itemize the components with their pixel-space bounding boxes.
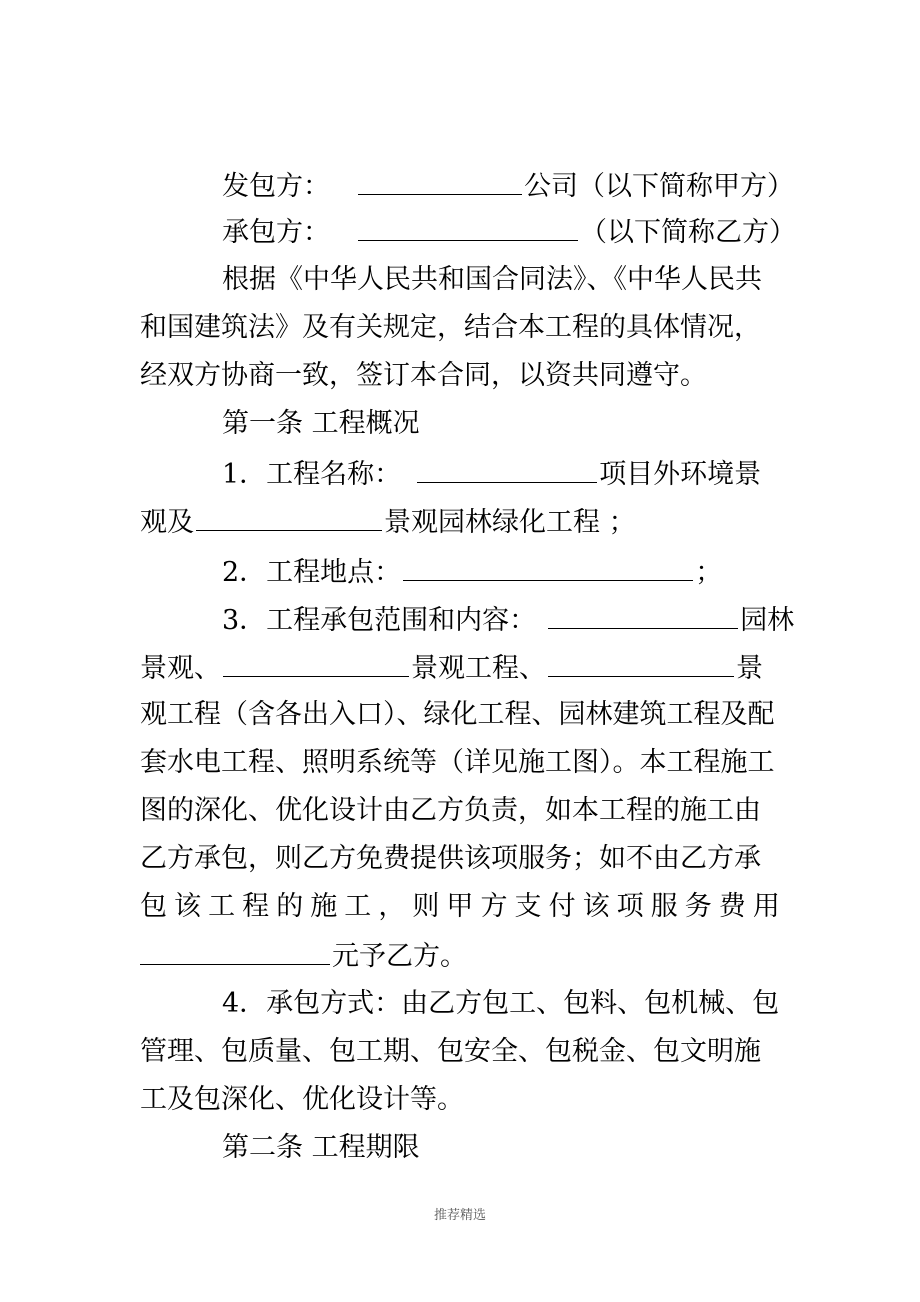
article-2-heading: 第二条 工程期限 <box>222 1132 420 1163</box>
scope-tail-1: 园林 <box>740 605 795 636</box>
char: 包 <box>140 891 167 922</box>
scope-cont-1: 景观、 <box>140 653 221 684</box>
party-a-blank <box>358 164 522 195</box>
party-b-line <box>0 210 920 252</box>
scope-line-2 <box>0 646 920 688</box>
project-name-line <box>0 452 920 494</box>
contract-mode-line-2: 管理、包质量、包工期、包安全、包税金、包文明施 <box>140 1036 761 1067</box>
project-name-line-2 <box>0 500 920 542</box>
preamble-line-3: 经双方协商一致，签订本合同，以资共同遵守。 <box>140 360 707 391</box>
article-1-heading: 第一条 工程概况 <box>222 408 420 439</box>
char: ， <box>378 891 406 922</box>
char: 用 <box>752 891 780 922</box>
char: 务 <box>684 891 712 922</box>
char: 甲 <box>446 891 474 922</box>
scope-line-7 <box>0 886 780 928</box>
preamble-line-1: 根据《中华人民共和国合同法》、《中华人民共 <box>222 264 762 295</box>
char: 的 <box>276 891 304 922</box>
char: 费 <box>718 891 746 922</box>
project-name-tail: 景观园林绿化工程 ； <box>384 507 636 538</box>
scope-cont-3: 景 <box>736 653 763 684</box>
char: 工 <box>208 891 236 922</box>
party-b-blank <box>358 210 578 241</box>
char: 工 <box>344 891 372 922</box>
scope-line-1 <box>0 598 920 640</box>
char: 支 <box>514 891 542 922</box>
char: 付 <box>548 891 576 922</box>
char: 服 <box>650 891 678 922</box>
project-location-line <box>0 550 920 592</box>
fee-line <box>0 934 920 976</box>
project-location-label: 2．工程地点： <box>222 557 402 588</box>
project-location-end: ； <box>695 557 723 588</box>
party-b-label: 承包方： <box>222 217 330 248</box>
party-a-label: 发包方： <box>222 171 330 202</box>
project-name-suffix: 项目外环境景 <box>599 459 762 490</box>
char: 方 <box>480 891 508 922</box>
page-footer: 推荐精选 <box>433 1208 486 1223</box>
char: 则 <box>412 891 440 922</box>
preamble-line-2: 和国建筑法》及有关规定，结合本工程的具体情况， <box>140 312 761 343</box>
char: 施 <box>310 891 338 922</box>
project-name-cont: 观及 <box>140 507 194 538</box>
char: 程 <box>242 891 270 922</box>
char: 该 <box>582 891 610 922</box>
project-location-blank <box>403 550 693 581</box>
project-name-label: 1．工程名称： <box>222 459 402 490</box>
scope-line-5: 图的深化、优化设计由乙方负责，如本工程的施工由 <box>140 795 761 826</box>
party-a-line <box>0 164 920 206</box>
scope-line-6: 乙方承包，则乙方免费提供该项服务；如不由乙方承 <box>140 843 761 874</box>
scope-line-3: 观工程（含各出入口）、绿化工程、园林建筑工程及配 <box>140 699 775 730</box>
contract-mode-line-3: 工及包深化、优化设计等。 <box>140 1084 464 1115</box>
project-name-blank <box>417 452 597 483</box>
party-a-suffix: 公司（以下简称甲方） <box>524 171 794 202</box>
scope-cont-2: 景观工程、 <box>411 653 546 684</box>
party-b-suffix: （以下简称乙方） <box>580 217 796 248</box>
char: 项 <box>616 891 644 922</box>
contract-mode-line-1: 4．承包方式：由乙方包工、包料、包机械、包 <box>222 988 780 1019</box>
scope-line-4: 套水电工程、照明系统等（详见施工图）。本工程施工 <box>140 747 775 778</box>
fee-suffix: 元予乙方。 <box>332 941 467 972</box>
landscape-blank <box>196 500 382 531</box>
char: 该 <box>174 891 202 922</box>
scope-blank-1 <box>548 598 738 629</box>
fee-blank <box>140 934 330 965</box>
scope-blank-2 <box>223 646 409 677</box>
scope-label: 3．工程承包范围和内容： <box>222 605 537 636</box>
scope-blank-3 <box>548 646 734 677</box>
